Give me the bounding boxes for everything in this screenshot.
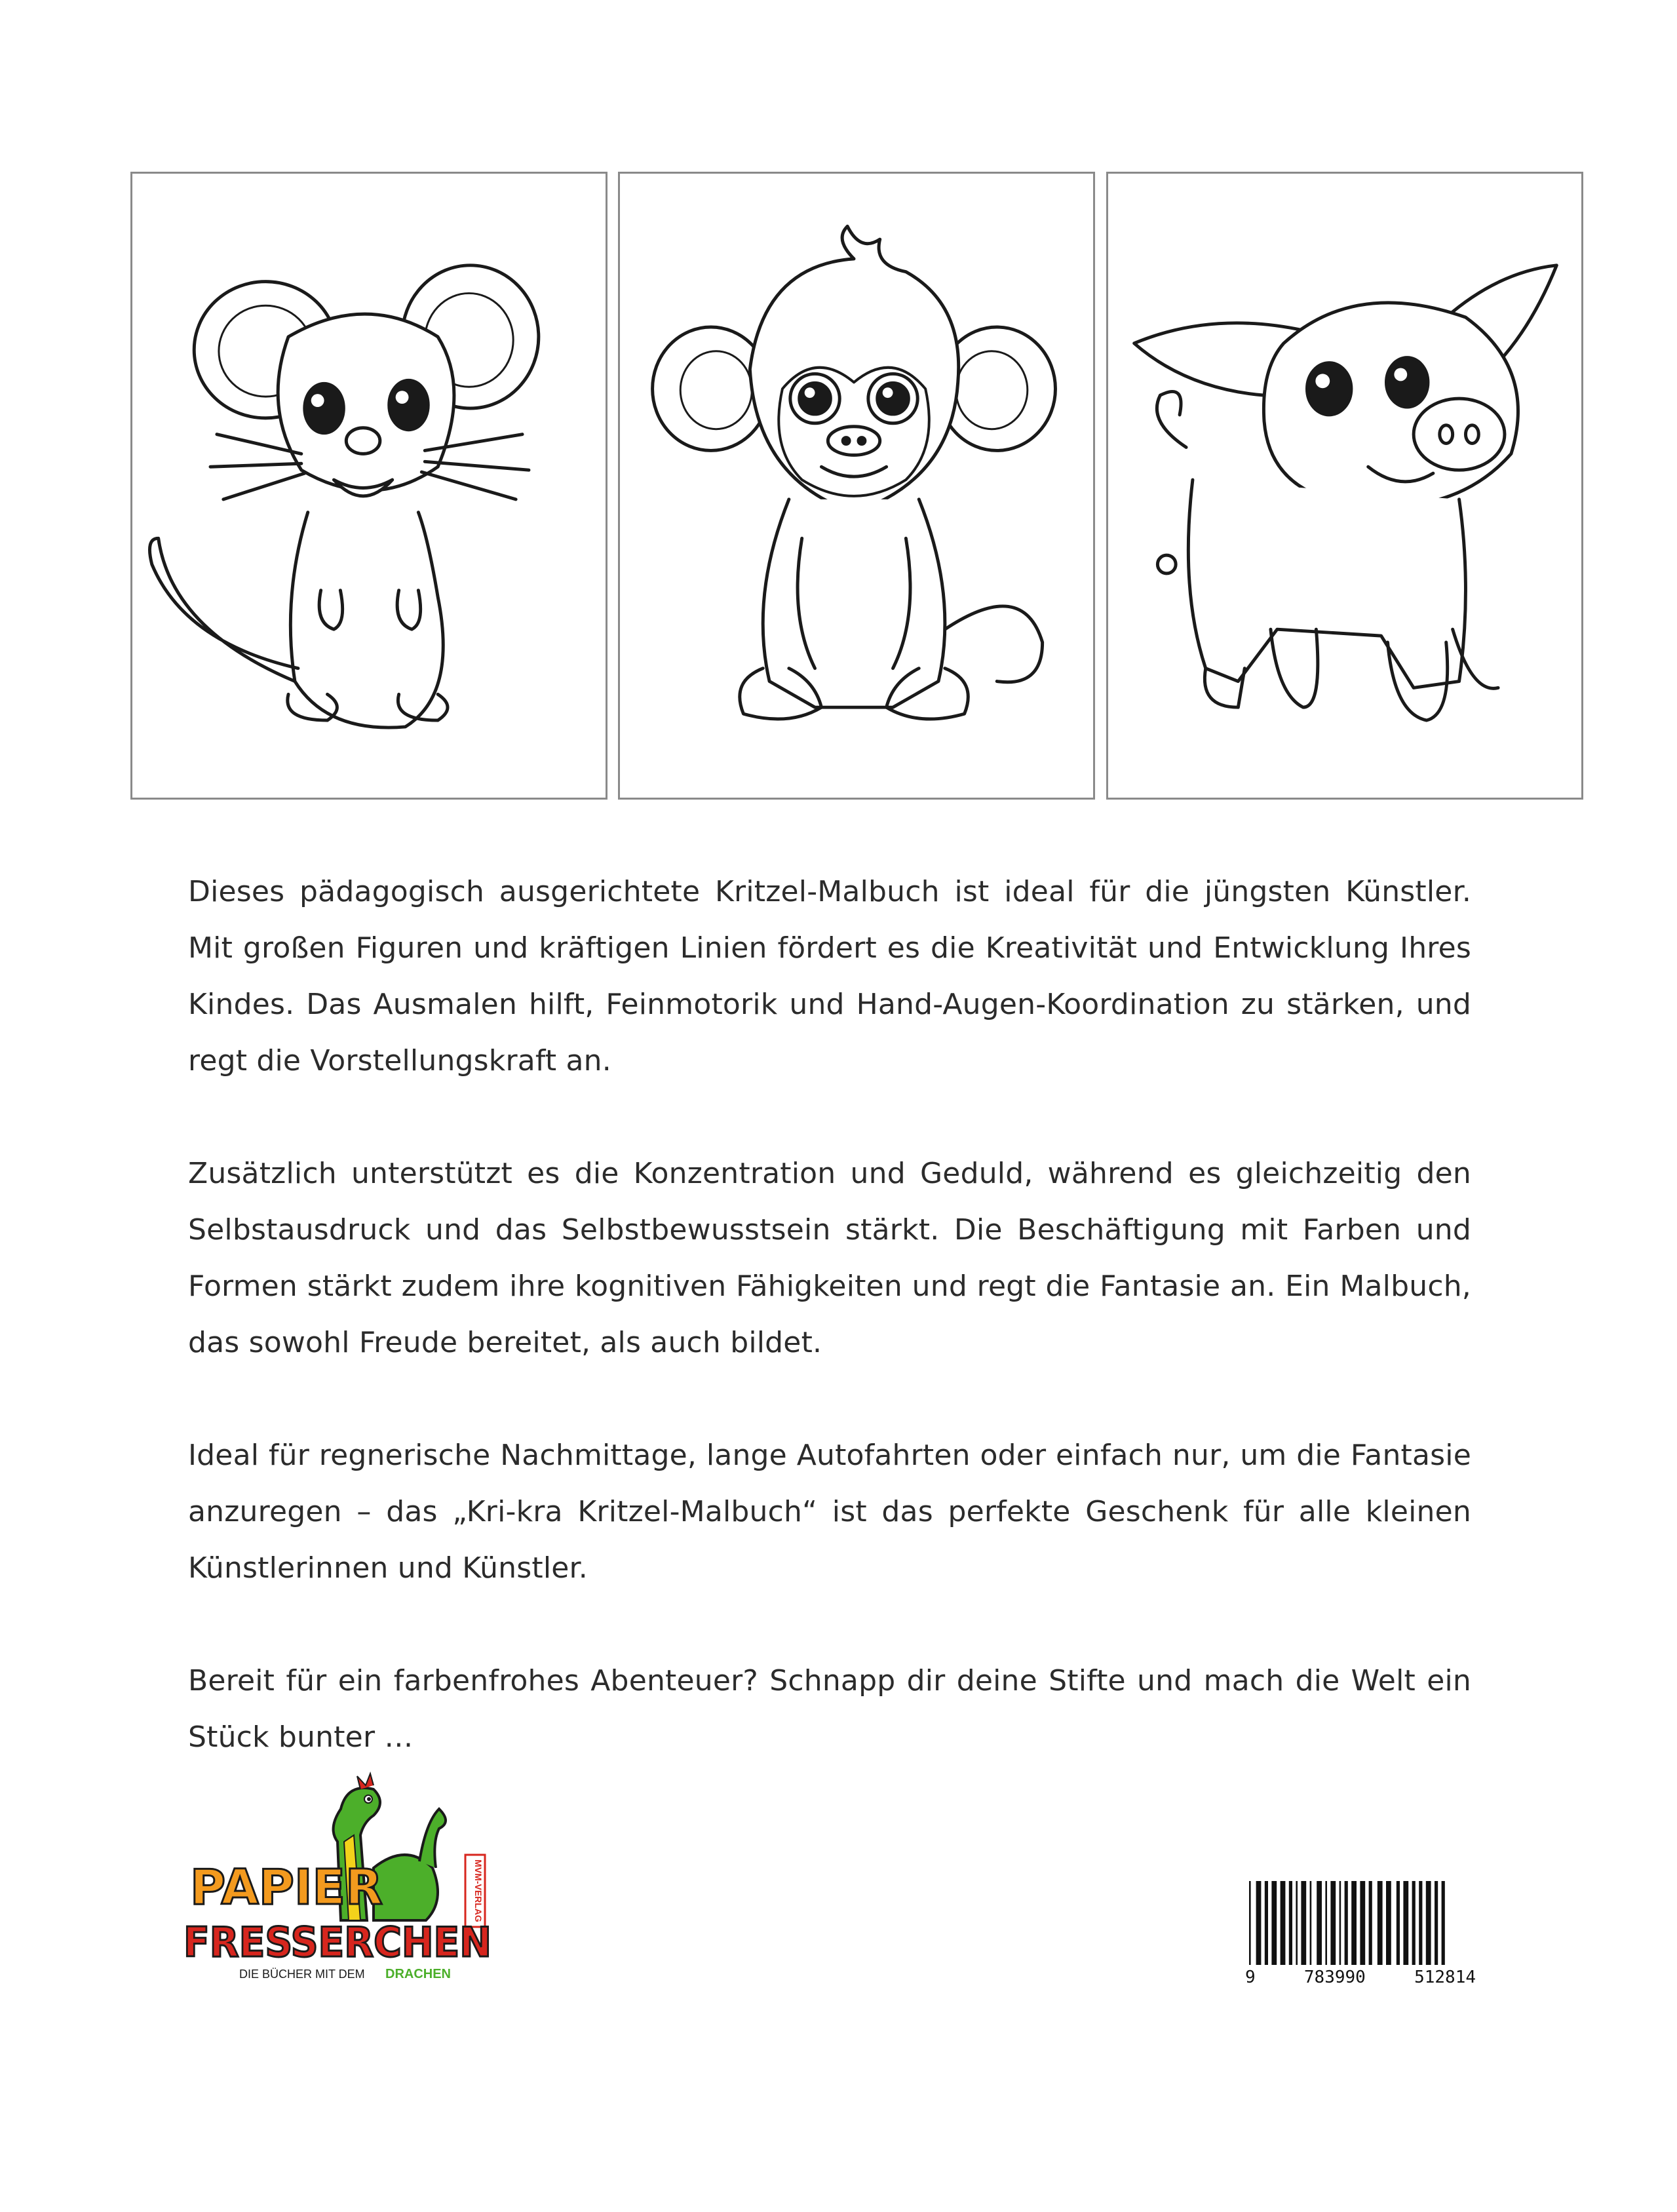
paragraph-2: Zusätzlich unterstützt es die Konzentration und Geduld, während es gleichzeitig den Selbstausdruck und das Selbstbewusstsein stärkt. Die Beschäftigung mit Farben und Formen stärkt zudem ihre kognitiven Fähigkeiten und regt die Fantasie an. Ein Malbuch, das sowohl Freude bereitet, als auch bildet. (188, 1157, 1471, 1359)
barcode-bar (1325, 1881, 1327, 1965)
description-text (188, 864, 1471, 1822)
barcode-bar (1271, 1881, 1277, 1965)
barcode-bar (1330, 1881, 1336, 1965)
paragraph-3: Ideal für regnerische Nachmittage, lange Autofahrten oder einfach nur, um die Fantasie anzuregen – das „Kri-kra Kritzel-Malbuch“ ist das perfekte Geschenk für alle kleinen Künstlerinnen und Künstler. (188, 1439, 1471, 1585)
barcode-digit-group-1: 783990 (1303, 1968, 1366, 1987)
barcode-bar (1340, 1881, 1341, 1965)
barcode-bar (1301, 1881, 1306, 1965)
logo-line-fresserchen: FRESSERCHEN (183, 1918, 492, 1966)
logo-tagline-prefix: DIE BÜCHER MIT DEM (239, 1968, 365, 1981)
dragon-logo-graphic (177, 1770, 518, 1986)
barcode-bar (1378, 1881, 1383, 1965)
barcode-bar (1386, 1881, 1391, 1965)
barcode-bar (1435, 1881, 1438, 1965)
barcode-bar (1296, 1881, 1298, 1965)
mouse-drawing (132, 174, 606, 798)
barcode-number (1244, 1968, 1477, 1987)
barcode-bar (1281, 1881, 1286, 1965)
pig-drawing (1108, 174, 1581, 798)
logo-line-papier: PAPIER (190, 1859, 383, 1916)
paragraph-4: Bereit für ein farbenfrohes Abenteuer? Schnapp dir deine Stifte und mach die Welt ein Stück bunter … (188, 1664, 1471, 1754)
barcode-bar (1317, 1881, 1322, 1965)
barcode-bar (1249, 1881, 1251, 1965)
logo-badge: MVM-VERLAG (473, 1859, 484, 1922)
barcode-bars (1244, 1881, 1477, 1965)
barcode-bar (1289, 1881, 1292, 1965)
barcode-bar (1369, 1881, 1372, 1965)
barcode-bar (1360, 1881, 1365, 1965)
barcode-bar (1419, 1881, 1422, 1965)
pig-illustration-frame (1106, 172, 1583, 800)
mouse-illustration-frame (130, 172, 607, 800)
barcode-digit-lead: 9 (1245, 1968, 1256, 1987)
monkey-illustration-frame (618, 172, 1095, 800)
barcode-bar (1345, 1881, 1348, 1965)
monkey-drawing (620, 174, 1093, 798)
barcode-bar (1265, 1881, 1268, 1965)
paragraph-1: Dieses pädagogisch ausgerichtete Kritzel-Malbuch ist ideal für die jüngsten Künstler. Mit großen Figuren und kräftigen Linien fördert es die Kreativität und Entwicklung Ihres Kindes. Das Ausmalen hilft, Feinmotorik und Hand-Augen-Koordination zu stärken, und regt die Vorstellungskraft an. (188, 875, 1471, 1077)
barcode-bar (1426, 1881, 1431, 1965)
barcode-bar (1310, 1881, 1312, 1965)
barcode-digit-group-2: 512814 (1414, 1968, 1476, 1987)
isbn-barcode (1244, 1881, 1477, 1999)
barcode-bar (1403, 1881, 1408, 1965)
logo-tagline-highlight: DRACHEN (385, 1967, 451, 1981)
barcode-bar (1351, 1881, 1357, 1965)
barcode-bar (1397, 1881, 1400, 1965)
barcode-bar (1256, 1881, 1262, 1965)
barcode-bar (1412, 1881, 1416, 1965)
barcode-bar (1442, 1881, 1445, 1965)
papierfresserchen-logo (177, 1770, 518, 1986)
